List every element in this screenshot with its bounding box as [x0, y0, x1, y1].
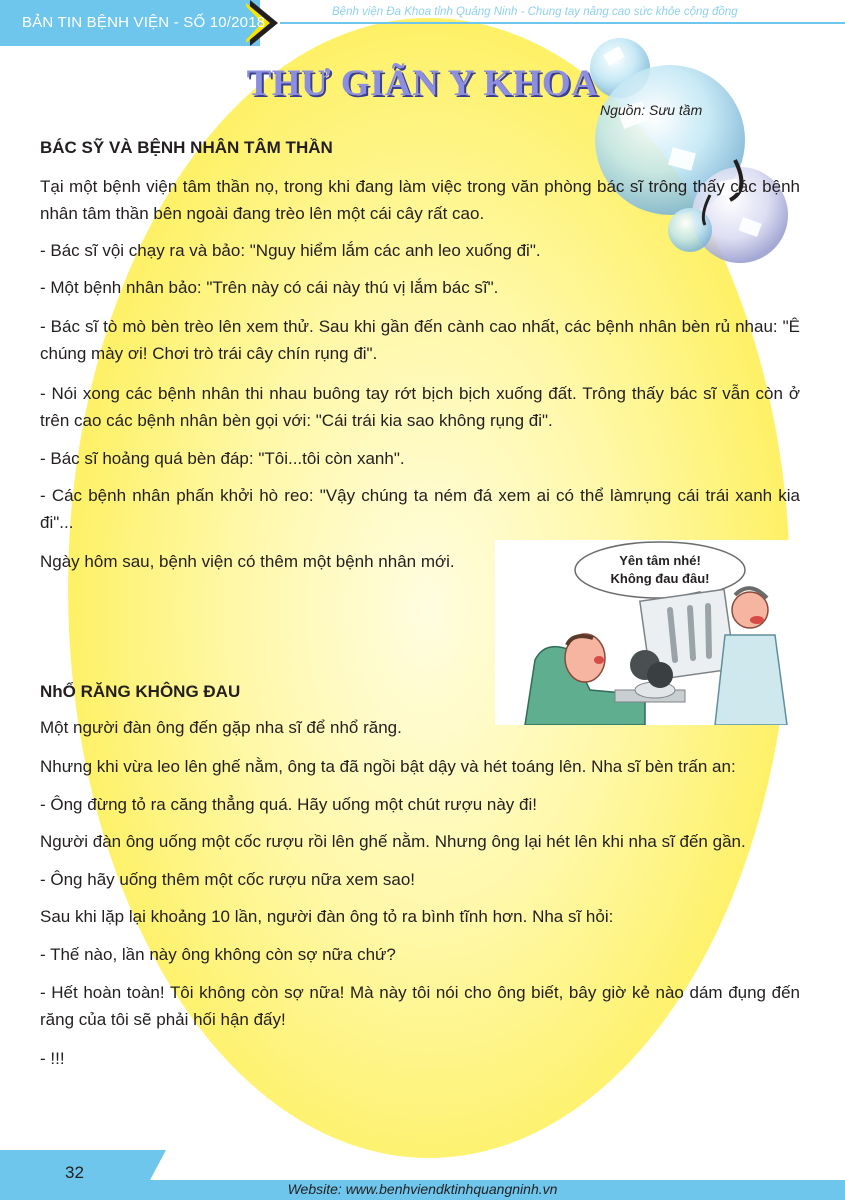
- story1-paragraph: Ngày hôm sau, bệnh viện có thêm một bệnh nhân mới.: [40, 552, 455, 571]
- story1-paragraph: - Bác sĩ hoảng quá bèn đáp: "Tôi...tôi còn xanh".: [40, 449, 405, 468]
- dentist-cartoon: [495, 540, 803, 725]
- story2-paragraph: Nhưng khi vừa leo lên ghế nằm, ông ta đã ngồi bật dậy và hét toáng lên. Nha sĩ bèn trấn an:: [40, 757, 736, 776]
- story2-paragraph: - Ông đừng tỏ ra căng thẳng quá. Hãy uống một chút rượu này đi!: [40, 795, 537, 814]
- story1-paragraph: - Một bệnh nhân bảo: "Trên này có cái này thú vị lắm bác sĩ".: [40, 278, 499, 297]
- source-credit: Nguồn: Sưu tầm: [600, 102, 703, 118]
- dentist-cartoon-illustration: [495, 540, 803, 725]
- story2-paragraph: Người đàn ông uống một cốc rượu rồi lên ghế nằm. Nhưng ông lại hét lên khi nha sĩ đến gần.: [40, 832, 746, 851]
- story2-paragraph: - Thế nào, lần này ông không còn sợ nữa chứ?: [40, 945, 396, 964]
- page-number-tab: [150, 1150, 166, 1180]
- story1-paragraph: - Nói xong các bệnh nhân thi nhau buông tay rớt bịch bịch xuống đất. Trông thấy bác sĩ vẫn còn ở trên cao các bệnh nhân bèn gọi với: "Cái trái kia sao không rụng đi".: [40, 384, 800, 430]
- story1-paragraph: - Bác sĩ tò mò bèn trèo lên xem thử. Sau khi gần đến cành cao nhất, các bệnh nhân bèn rủ nhau: "Ê chúng mày ơi! Chơi trò trái cây chín rụng đi".: [40, 317, 800, 363]
- story2-paragraph: Một người đàn ông đến gặp nha sĩ để nhổ răng.: [40, 718, 402, 737]
- story2-paragraph: - Hết hoàn toàn! Tôi không còn sợ nữa! Mà này tôi nói cho ông biết, bây giờ kẻ nào dám đụng đến răng của tôi sẽ phải hối hận đấy!: [40, 983, 800, 1029]
- story2-paragraph: - Ông hãy uống thêm một cốc rượu nữa xem sao!: [40, 870, 416, 889]
- header-rule: [280, 22, 845, 24]
- page-title: THƯ GIÃN Y KHOA: [246, 63, 599, 104]
- website-link[interactable]: Website: www.benhviendktinhquangninh.vn: [287, 1181, 558, 1197]
- story1-title: BÁC SỸ VÀ BỆNH NHÂN TÂM THẦN: [40, 138, 333, 157]
- story2-paragraph: Sau khi lặp lại khoảng 10 lần, người đàn ông tỏ ra bình tĩnh hơn. Nha sĩ hỏi:: [40, 907, 614, 926]
- story2-paragraph: - !!!: [40, 1049, 65, 1068]
- story1-paragraph: Tại một bệnh viện tâm thần nọ, trong khi đang làm việc trong văn phòng bác sĩ trông thấy các bệnh nhân tâm thần bên ngoài đang trèo lên một cái cây rất cao.: [40, 177, 800, 223]
- story1-paragraph: - Bác sĩ vội chạy ra và bảo: "Nguy hiểm lắm các anh leo xuống đi".: [40, 241, 541, 260]
- newsletter-title: BẢN TIN BỆNH VIỆN - SỐ 10/2018: [22, 14, 266, 31]
- header-tagline: Bệnh viện Đa Khoa tỉnh Quảng Ninh - Chung tay nâng cao sức khỏe cộng đồng: [332, 6, 738, 18]
- speech-line-1: Yên tâm nhé!: [619, 553, 701, 568]
- story1-paragraph: - Các bệnh nhân phấn khởi hò reo: "Vậy chúng ta ném đá xem ai có thể làmrụng cái trái xanh kia đi"...: [40, 486, 800, 532]
- story2-title: NhỔ RĂNG KHÔNG ĐAU: [40, 682, 241, 701]
- speech-line-2: Không đau đâu!: [610, 571, 710, 586]
- page-number: 32: [65, 1163, 84, 1182]
